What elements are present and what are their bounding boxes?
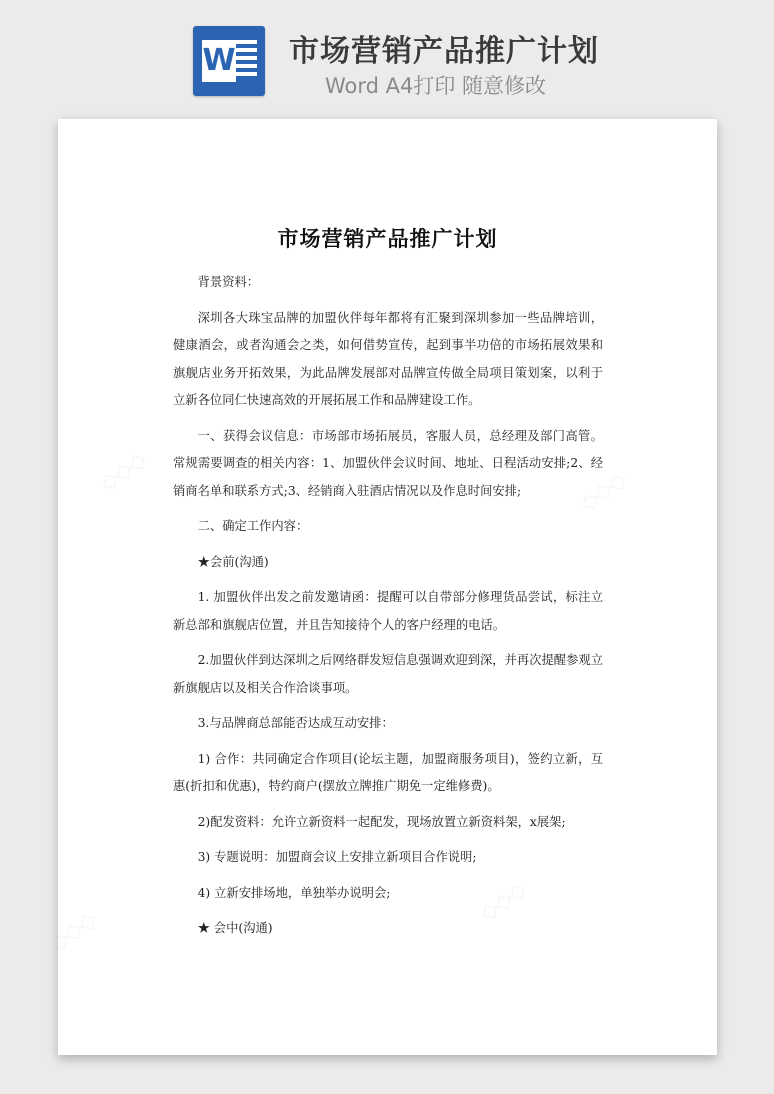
word-document-icon xyxy=(193,26,265,96)
paragraph-item-2: 2.加盟伙伴到达深圳之后网络群发短信息强调欢迎到深，并再次提醒参观立新旗舰店以及相关合作洽谈事项。 xyxy=(173,653,603,695)
header-banner xyxy=(0,0,774,118)
paragraph-item-1: 1. 加盟伙伴出发之前发邀请函：提醒可以自带部分修理货品尝试，标注立新总部和旗舰店位置，并且告知接待个人的客户经理的电话。 xyxy=(173,590,603,632)
document-title: 市场营销产品推广计划 xyxy=(277,227,498,251)
document-lines-icon xyxy=(235,40,257,80)
watermark xyxy=(58,907,101,957)
banner-subtitle: Word A4打印 随意修改 xyxy=(325,74,547,98)
paragraph-sub-4: 4) 立新安排场地，单独举办说明会; xyxy=(197,885,391,900)
paragraph-in-meeting: ★ 会中(沟通) xyxy=(197,921,273,935)
paragraph-pre-meeting: ★会前(沟通) xyxy=(197,554,269,569)
paragraph-section-1: 一、获得会议信息：市场部市场拓展员，客服人员，总经理及部门高管。常规需要调查的相关内容：1、加盟伙伴会议时间、地址、日程活动安排;2、经销商名单和联系方式;3、经销商入驻酒店情况以及作息时间安排; xyxy=(173,428,603,498)
paragraph-sub-3: 3) 专题说明：加盟商会议上安排立新项目合作说明; xyxy=(197,850,477,864)
banner-title: 市场营销产品推广计划 xyxy=(289,34,599,69)
paragraph-sub-1: 1) 合作：共同确定合作项目(论坛主题，加盟商服务项目)，签约立新，互惠(折扣和优惠)，特约商户(摆放立牌推广期免一定维修费)。 xyxy=(173,751,603,793)
paragraph-background: 背景资料： xyxy=(197,275,260,289)
document-body xyxy=(173,269,603,951)
paragraph-item-3: 3.与品牌商总部能否达成互动安排： xyxy=(197,716,394,730)
document-page xyxy=(58,119,717,1055)
paragraph-intro: 深圳各大珠宝品牌的加盟伙伴每年都将有汇聚到深圳参加一些品牌培训，健康酒会，或者沟通会之类，如何借势宣传，起到事半功倍的市场拓展效果和旗舰店业务开拓效果，为此品牌发展部对品牌宣传做全局项目策划案，以利于立新各位同仁快速高效的开展拓展工作和品牌建设工作。 xyxy=(173,310,603,407)
paragraph-sub-2: 2)配发资料：允许立新资料一起配发，现场放置立新资料架，x展架; xyxy=(197,814,566,829)
word-logo-letter: W xyxy=(202,40,236,82)
watermark xyxy=(95,447,151,497)
paragraph-section-2: 二、确定工作内容： xyxy=(197,519,309,533)
